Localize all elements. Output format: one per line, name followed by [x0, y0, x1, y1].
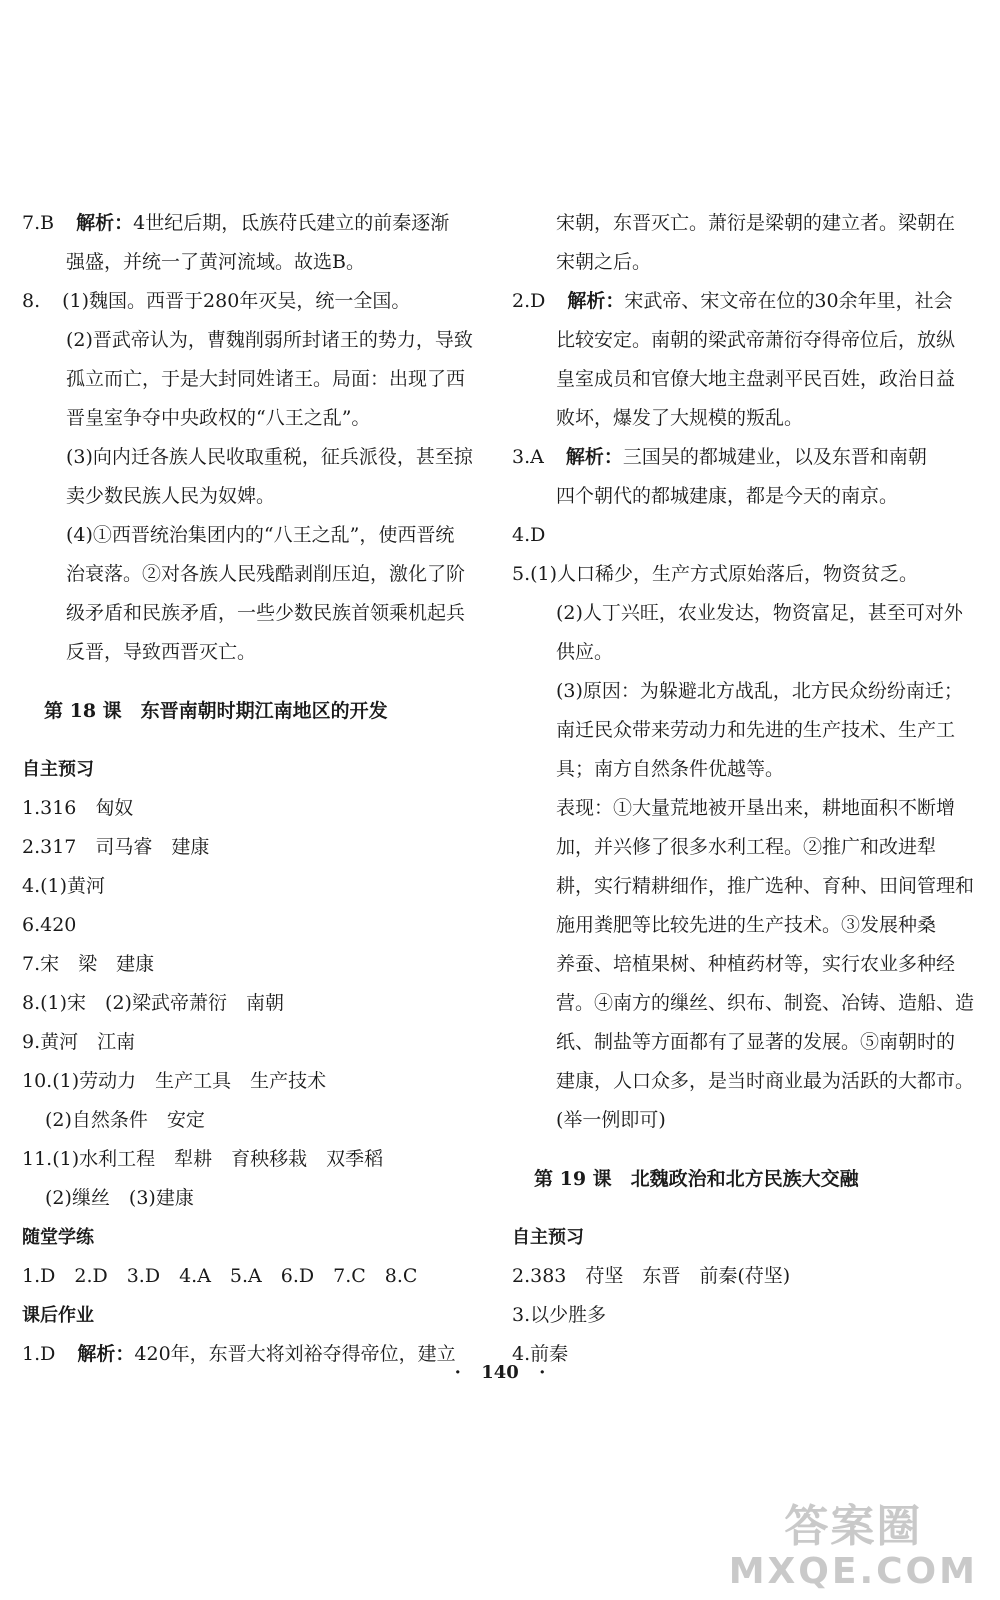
- watermark-top-text: 答案圈: [784, 1501, 923, 1552]
- section-heading: 随堂学练: [22, 1227, 94, 1248]
- answer-continuation: 营。④南方的缫丝、织布、制瓷、冶铸、造船、造: [556, 992, 975, 1014]
- left-column: [22, 204, 473, 1374]
- answer-continuation: 皇室成员和官僚大地主盘剥平民百姓，政治日益: [556, 368, 956, 390]
- answer-continuation: 败坏，爆发了大规模的叛乱。: [556, 407, 804, 429]
- answer-continuation: 四个朝代的都城建康，都是今天的南京。: [556, 485, 899, 507]
- answer-text: 三国吴的都城建业，以及东晋和南朝: [622, 446, 927, 468]
- page-number: [0, 1362, 1000, 1383]
- answer-continuation: 建康，人口众多，是当时商业最为活跃的大都市。: [556, 1070, 975, 1092]
- answer-continuation: 强盛，并统一了黄河流域。故选B。: [66, 251, 365, 273]
- page-dot-left: ·: [454, 1362, 461, 1383]
- answer-number: 2.D: [512, 290, 546, 312]
- answer-continuation: 具；南方自然条件优越等。: [556, 758, 785, 780]
- answer-continuation: 施用粪肥等比较先进的生产技术。③发展种桑: [556, 914, 937, 936]
- answer-continuation: 供应。: [556, 641, 614, 663]
- answer-continuation: 卖少数民族人民为奴婢。: [66, 485, 276, 507]
- answer-item: 7.宋 梁 建康: [22, 953, 155, 975]
- answer-continuation: 南迁民众带来劳动力和先进的生产技术、生产工: [556, 719, 956, 741]
- answer-continuation: 治衰落。②对各族人民残酷剥削压迫，激化了阶: [66, 563, 466, 585]
- page-dot-right: ·: [539, 1362, 546, 1383]
- answer-continuation: 宋朝，东晋灭亡。萧衍是梁朝的建立者。梁朝在: [556, 212, 956, 234]
- analysis-label: 解析：: [565, 446, 623, 468]
- answer-number: 7.B: [22, 212, 55, 234]
- answer-item: 2.317 司马睿 建康: [22, 836, 210, 858]
- answer-continuation: 级矛盾和民族矛盾，一些少数民族首领乘机起兵: [66, 602, 466, 624]
- answer-text: 4世纪后期，氐族苻氏建立的前秦逐渐: [133, 212, 450, 234]
- answer-item: 8.(1)宋 (2)梁武帝萧衍 南朝: [22, 992, 284, 1014]
- lesson-heading: 第 19 课 北魏政治和北方民族大交融: [534, 1168, 859, 1190]
- analysis-label: 解析：: [567, 290, 625, 312]
- right-column: [512, 204, 975, 1374]
- answer-item: 1.D 2.D 3.D 4.A 5.A 6.D 7.C 8.C: [22, 1265, 418, 1287]
- answer-item: 5.(1)人口稀少，生产方式原始落后，物资贫乏。: [512, 563, 919, 585]
- answer-continuation: 表现：①大量荒地被开垦出来，耕地面积不断增: [556, 797, 956, 819]
- analysis-label: 解析：: [77, 1343, 135, 1365]
- answer-continuation: 纸、制盐等方面都有了显著的发展。⑤南朝时的: [556, 1031, 956, 1053]
- answer-item: [512, 282, 953, 321]
- section-heading: 课后作业: [22, 1305, 94, 1326]
- answer-continuation: (2)缫丝 (3)建康: [45, 1187, 194, 1209]
- answer-continuation: 比较安定。南朝的梁武帝萧衍夺得帝位后，放纵: [556, 329, 956, 351]
- answer-item: 3.以少胜多: [512, 1304, 607, 1326]
- answer-number: 3.A: [512, 446, 544, 468]
- lesson-heading: 第 18 课 东晋南朝时期江南地区的开发: [44, 700, 388, 722]
- answer-item: 9.黄河 江南: [22, 1031, 136, 1053]
- page-number-value: 140: [481, 1362, 519, 1383]
- section-heading: 自主预习: [512, 1227, 584, 1248]
- answer-item: [512, 438, 942, 477]
- answer-item: 11.(1)水利工程 犁耕 育秧移栽 双季稻: [22, 1148, 384, 1170]
- answer-text: (1)魏国。西晋于280年灭吴，统一全国。: [62, 290, 411, 312]
- answer-text: 宋武帝、宋文帝在位的30余年里，社会: [624, 290, 953, 312]
- answer-continuation: (3)向内迁各族人民收取重税，征兵派役，甚至掠: [66, 446, 473, 468]
- answer-item: 6.420: [22, 914, 77, 936]
- answer-continuation: 孤立而亡，于是大封同姓诸王。局面：出现了西: [66, 368, 466, 390]
- answer-item: 4.D: [512, 524, 546, 546]
- answer-number: 8.: [22, 290, 41, 312]
- answer-continuation: 反晋，导致西晋灭亡。: [66, 641, 257, 663]
- analysis-label: 解析：: [76, 212, 134, 234]
- answer-item: 2.383 苻坚 东晋 前秦(苻坚): [512, 1265, 791, 1287]
- answer-item: [22, 204, 462, 243]
- answer-continuation: (4)①西晋统治集团内的“八王之乱”，使西晋统: [66, 524, 455, 546]
- answer-text: 420年，东晋大将刘裕夺得帝位，建立: [134, 1343, 456, 1365]
- answer-item: [22, 282, 462, 321]
- answer-continuation: (2)晋武帝认为，曹魏削弱所封诸王的势力，导致: [66, 329, 473, 351]
- answer-continuation: (举一例即可): [556, 1109, 666, 1131]
- answer-number: 1.D: [22, 1343, 56, 1365]
- watermark-logo: [729, 1502, 978, 1592]
- answer-continuation: 晋皇室争夺中央政权的“八王之乱”。: [66, 407, 371, 429]
- answer-continuation: (3)原因：为躲避北方战乱，北方民众纷纷南迁；: [556, 680, 963, 702]
- answer-continuation: (2)人丁兴旺，农业发达，物资富足，甚至可对外: [556, 602, 963, 624]
- answer-continuation: 宋朝之后。: [556, 251, 652, 273]
- answer-continuation: 加，并兴修了很多水利工程。②推广和改进犁: [556, 836, 937, 858]
- answer-continuation: (2)自然条件 安定: [45, 1109, 205, 1131]
- answer-item: 4.前秦: [512, 1343, 569, 1365]
- answer-item: 1.316 匈奴: [22, 797, 134, 819]
- answer-continuation: 养蚕、培植果树、种植药材等，实行农业多种经: [556, 953, 956, 975]
- watermark-bottom-text: MXQE.COM: [728, 1551, 978, 1592]
- section-heading: 自主预习: [22, 759, 94, 780]
- answer-continuation: 耕，实行精耕细作，推广选种、育种、田间管理和: [556, 875, 975, 897]
- answer-item: 10.(1)劳动力 生产工具 生产技术: [22, 1070, 327, 1092]
- answer-item: 4.(1)黄河: [22, 875, 106, 897]
